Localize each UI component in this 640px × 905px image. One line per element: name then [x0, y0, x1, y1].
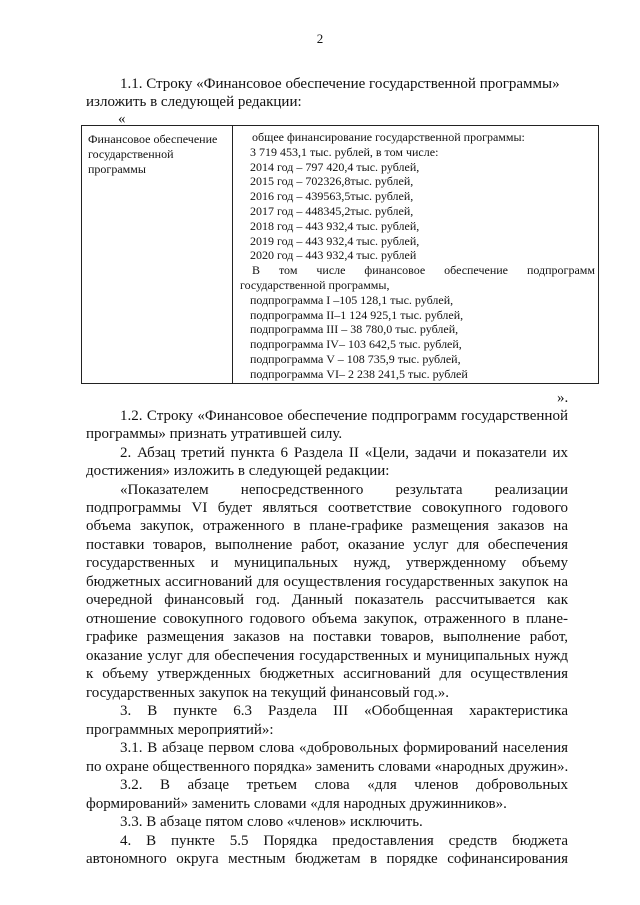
- body-line: 3.1. В абзаце первом слова «добровольных формирований населения: [120, 740, 568, 756]
- table-right-line: подпрограмма III – 38 780,0 тыс. рублей,: [250, 322, 459, 337]
- body-line: 4. В пункте 5.5 Порядка предоставления средств бюджета: [120, 833, 568, 849]
- body-line: бюджетных ассигнований для осуществления государственных закупок на: [86, 574, 568, 590]
- body-line: «Показателем непосредственного результата реализации: [120, 482, 568, 498]
- body-line: формирований» заменить словами «для народных дружинников».: [86, 796, 507, 812]
- table-right-cell: [240, 130, 595, 382]
- body-line: 3.2. В абзаце третьем слова «для членов добровольных: [120, 777, 568, 793]
- intro-line-1: 1.1. Строку «Финансовое обеспечение государственной программы»: [120, 76, 560, 92]
- body-line: подпрограммы VI будет являться соответствие совокупного годового: [86, 500, 568, 516]
- quote-open: «: [118, 111, 126, 127]
- table-right-line: 2020 год – 443 932,4 тыс. рублей: [250, 248, 417, 263]
- table-right-line: 2017 год – 448345,2тыс. рублей,: [250, 203, 414, 218]
- table-right-line: 2019 год – 443 932,4 тыс. рублей,: [250, 233, 420, 248]
- body-line: государственных закупок на текущий финансовый год.».: [86, 685, 450, 701]
- body-line: достижения» изложить в следующей редакции:: [86, 463, 390, 479]
- body-line: 3. В пункте 6.3 Раздела III «Обобщенная характеристика: [120, 703, 568, 719]
- table-right-line: 3 719 453,1 тыс. рублей, в том числе:: [250, 144, 439, 159]
- table-right-line: подпрограмма V – 108 735,9 тыс. рублей,: [250, 351, 461, 366]
- table-column-divider: [232, 126, 233, 383]
- table-left-line: государственной: [88, 147, 174, 161]
- table-left-line: Финансовое обеспечение: [88, 132, 218, 146]
- body-line: автономного округа местным бюджетам в порядке софинансирования: [86, 851, 568, 867]
- table-right-line: 2015 год – 702326,8тыс. рублей,: [250, 174, 414, 189]
- table-right-line: подпрограмма I –105 128,1 тыс. рублей,: [250, 292, 454, 307]
- body-line: к объему утвержденных бюджетных ассигнований для осуществления: [86, 666, 568, 682]
- quote-close: ».: [557, 390, 569, 406]
- body-line: объема закупок, отраженного в плане-графике размещения заказов на: [86, 518, 568, 534]
- body-line: программных мероприятий»:: [86, 722, 274, 738]
- body-line: оказание услуг для обеспечения государственных и муниципальных нужд: [86, 648, 568, 664]
- body-line: графике размещения заказов на поставки товаров, выполнение работ,: [86, 629, 568, 645]
- table-right-line: 2018 год – 443 932,4 тыс. рублей,: [250, 218, 420, 233]
- table-right-line: общее финансирование государственной программы:: [252, 130, 525, 144]
- body-line: очередной финансовый год. Данный показатель рассчитывается как: [86, 592, 568, 608]
- table-right-line: подпрограмма IV– 103 642,5 тыс. рублей,: [250, 337, 462, 352]
- body-line: 3.3. В абзаце пятом слово «членов» исключить.: [120, 814, 423, 830]
- body-line: 2. Абзац третий пункта 6 Раздела II «Цели, задачи и показатели их: [120, 445, 568, 461]
- table-left-cell: [88, 132, 228, 177]
- intro-line-2: изложить в следующей редакции:: [86, 94, 302, 110]
- body-line: по охране общественного порядка» заменить словами «народных дружин».: [86, 759, 569, 775]
- table-right-line: подпрограмма VI– 2 238 241,5 тыс. рублей: [250, 366, 468, 381]
- table-right-line: государственной программы,: [240, 277, 390, 292]
- financing-table: [81, 125, 599, 384]
- table-right-line: В том числе финансовое обеспечение подпрограмм: [252, 263, 595, 278]
- table-right-line: подпрограмма II–1 124 925,1 тыс. рублей,: [250, 307, 464, 322]
- page-number: 2: [316, 31, 324, 46]
- table-right-line: 2014 год – 797 420,4 тыс. рублей,: [250, 159, 420, 174]
- body-line: государственных и муниципальных нужд, утвержденному объему: [86, 555, 568, 571]
- body-line: поставки товаров, выполнение работ, оказание услуг для обеспечения: [86, 537, 568, 553]
- body-line: 1.2. Строку «Финансовое обеспечение подпрограмм государственной: [120, 408, 568, 424]
- table-right-line: 2016 год – 439563,5тыс. рублей,: [250, 189, 414, 204]
- body-line: программы» признать утратившей силу.: [86, 426, 343, 442]
- body-line: отношение совокупного годового объема закупок, отраженного в плане-: [86, 611, 568, 627]
- table-left-line: программы: [88, 162, 146, 176]
